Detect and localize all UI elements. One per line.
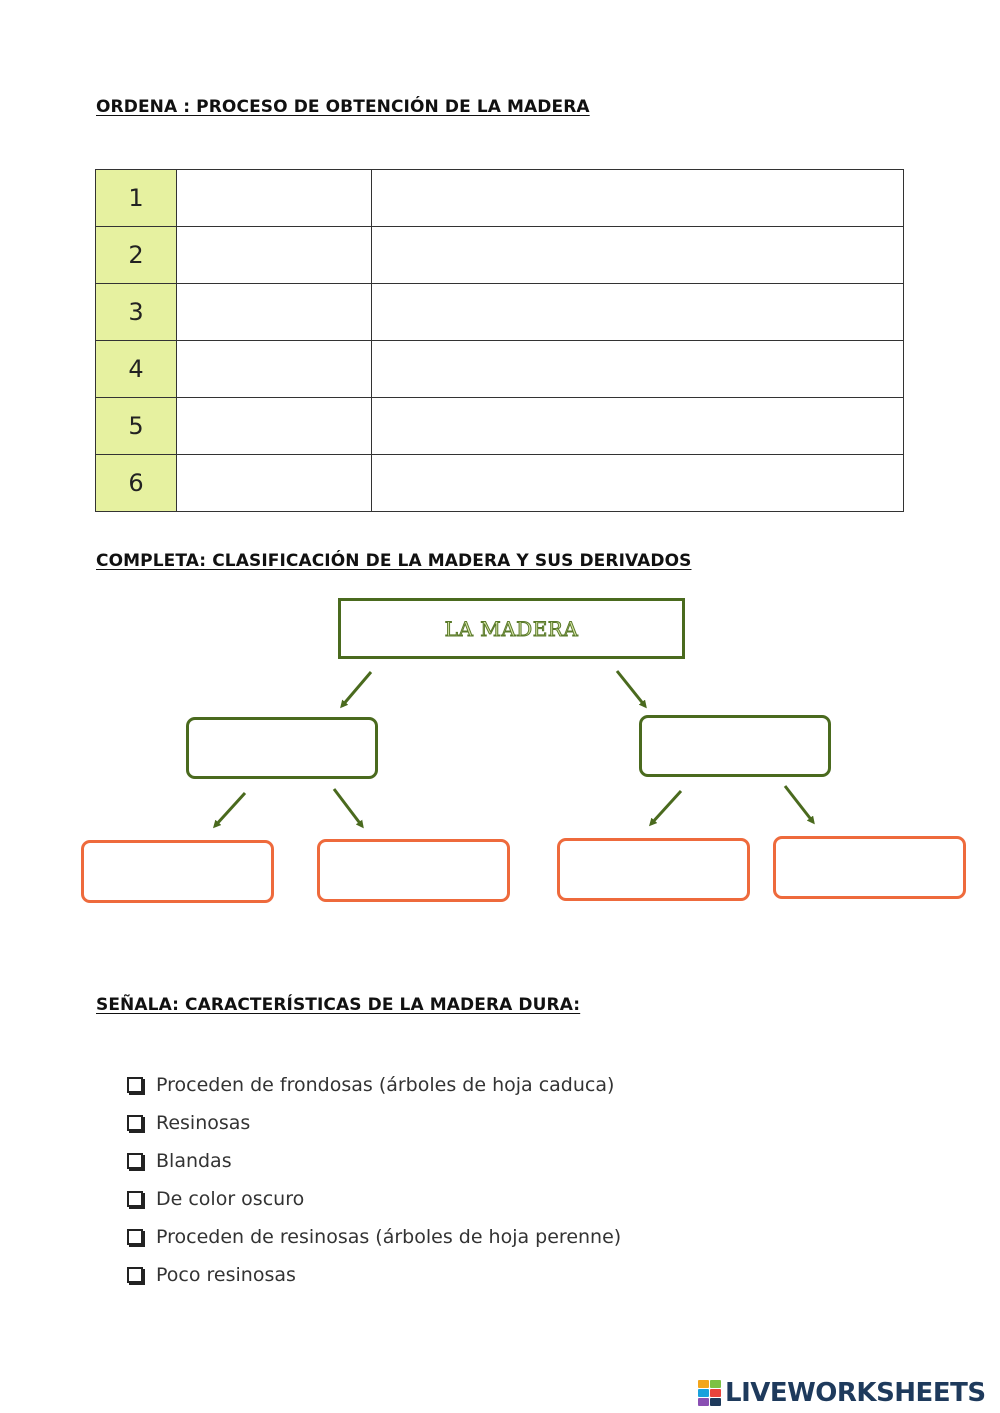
answer-cell-short[interactable] xyxy=(177,455,372,512)
row-number: 2 xyxy=(96,227,177,284)
table-row xyxy=(96,455,904,512)
row-number: 1 xyxy=(96,170,177,227)
list-item xyxy=(127,1256,621,1294)
arrow-icon xyxy=(651,791,681,824)
option-label: Resinosas xyxy=(156,1112,251,1134)
answer-cell-short[interactable] xyxy=(177,341,372,398)
table-row xyxy=(96,227,904,284)
list-item xyxy=(127,1180,621,1218)
subcategory-box-3[interactable] xyxy=(557,838,750,901)
answer-cell-short[interactable] xyxy=(177,170,372,227)
arrow-icon xyxy=(342,672,371,706)
list-item xyxy=(127,1218,621,1256)
checkbox-icon[interactable] xyxy=(127,1191,143,1207)
checkbox-icon[interactable] xyxy=(127,1077,143,1093)
answer-cell-long[interactable] xyxy=(372,455,904,512)
list-item xyxy=(127,1066,621,1104)
answer-cell-long[interactable] xyxy=(372,341,904,398)
root-box-la-madera xyxy=(338,598,685,659)
category-box-left[interactable] xyxy=(186,717,378,779)
option-label: Proceden de resinosas (árboles de hoja perenne) xyxy=(156,1226,622,1248)
arrow-icon xyxy=(334,789,362,826)
answer-cell-short[interactable] xyxy=(177,398,372,455)
arrow-icon xyxy=(215,793,245,826)
option-label: Poco resinosas xyxy=(156,1264,296,1286)
table-row xyxy=(96,341,904,398)
answer-cell-long[interactable] xyxy=(372,398,904,455)
heading-senala: SEÑALA: CARACTERÍSTICAS DE LA MADERA DURA: xyxy=(96,995,581,1015)
subcategory-box-1[interactable] xyxy=(81,840,274,903)
category-box-right[interactable] xyxy=(639,715,831,777)
checkbox-list xyxy=(127,1066,621,1294)
checkbox-icon[interactable] xyxy=(127,1267,143,1283)
answer-cell-long[interactable] xyxy=(372,284,904,341)
table-row xyxy=(96,284,904,341)
arrow-icon xyxy=(617,671,645,706)
option-label: Blandas xyxy=(156,1150,232,1172)
heading-completa: COMPLETA: CLASIFICACIÓN DE LA MADERA Y SUS DERIVADOS xyxy=(96,551,692,571)
table-row xyxy=(96,170,904,227)
arrow-icon xyxy=(785,786,813,822)
logo-icon xyxy=(698,1379,722,1407)
list-item xyxy=(127,1142,621,1180)
list-item xyxy=(127,1104,621,1142)
row-number: 5 xyxy=(96,398,177,455)
row-number: 3 xyxy=(96,284,177,341)
answer-cell-short[interactable] xyxy=(177,284,372,341)
answer-cell-long[interactable] xyxy=(372,170,904,227)
option-label: Proceden de frondosas (árboles de hoja caduca) xyxy=(156,1074,615,1096)
row-number: 4 xyxy=(96,341,177,398)
subcategory-box-2[interactable] xyxy=(317,839,510,902)
table-row xyxy=(96,398,904,455)
order-table xyxy=(95,169,904,512)
row-number: 6 xyxy=(96,455,177,512)
checkbox-icon[interactable] xyxy=(127,1229,143,1245)
root-label: LA MADERA xyxy=(444,616,579,641)
answer-cell-short[interactable] xyxy=(177,227,372,284)
checkbox-icon[interactable] xyxy=(127,1153,143,1169)
subcategory-box-4[interactable] xyxy=(773,836,966,899)
logo-text: LIVEWORKSHEETS xyxy=(725,1378,986,1408)
heading-ordena: ORDENA : PROCESO DE OBTENCIÓN DE LA MADERA xyxy=(96,97,590,117)
liveworksheets-logo[interactable] xyxy=(698,1377,986,1409)
checkbox-icon[interactable] xyxy=(127,1115,143,1131)
answer-cell-long[interactable] xyxy=(372,227,904,284)
option-label: De color oscuro xyxy=(156,1188,305,1210)
